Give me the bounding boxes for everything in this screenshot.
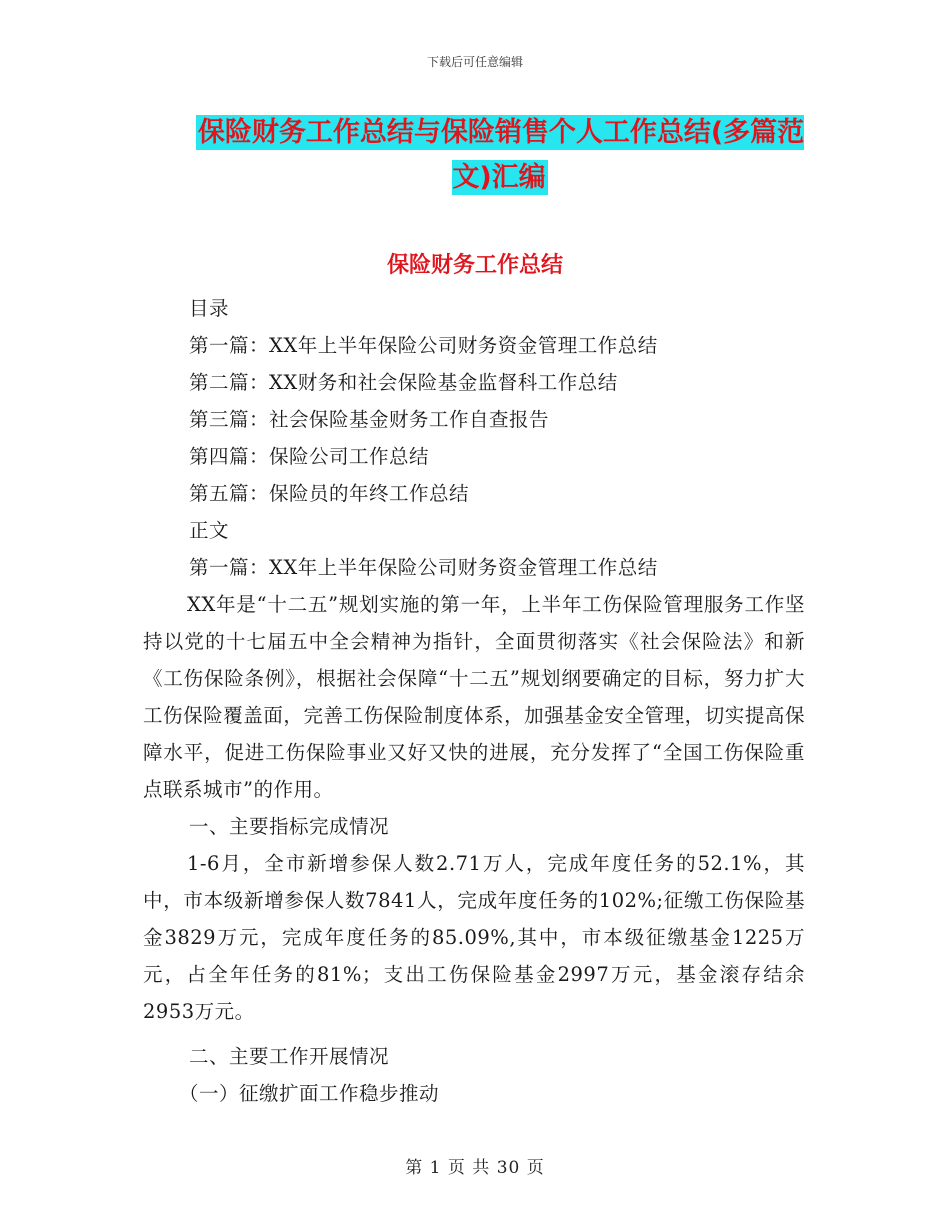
- paragraph-indicators: 1-6月，全市新增参保人数2.71万人，完成年度任务的52.1%，其中，市本级新增参保人数7841人，完成年度任务的102%;征缴工伤保险基金3829万元，完成年度任务的85.09%,其中，市本级征缴基金1225万元，占全年任务的81%；支出工伤保险基金2997万元，基金滚存结余2953万元。: [143, 852, 805, 1023]
- toc-item-3: 第三篇：社会保险基金财务工作自查报告: [189, 408, 550, 431]
- section-title: 保险财务工作总结: [386, 253, 563, 278]
- subheading-indicators: 一、主要指标完成情况: [189, 815, 390, 838]
- toc-item-2: 第二篇：XX财务和社会保险基金监督科工作总结: [189, 371, 618, 394]
- subheading-work: 二、主要工作开展情况: [189, 1045, 390, 1068]
- chapter-title: 第一篇：XX年上半年保险公司财务资金管理工作总结: [189, 556, 658, 579]
- document-body: [143, 290, 805, 1112]
- toc-heading: 目录: [189, 297, 230, 320]
- subheading-collection: （一）征缴扩面工作稳步推动: [179, 1082, 440, 1105]
- document-title-text: 保险财务工作总结与保险销售个人工作总结(多篇范文)汇编: [197, 117, 805, 193]
- paragraph-intro: XX年是“十二五”规划实施的第一年，上半年工伤保险管理服务工作坚持以党的十七届五中全会精神为指针，全面贯彻落实《社会保险法》和新《工伤保险条例》，根据社会保障“十二五”规划纲要确定的目标，努力扩大工伤保险覆盖面，完善工伤保险制度体系，加强基金安全管理，切实提高保障水平，促进工伤保险事业又好又快的进展，充分发挥了“全国工伤保险重点联系城市”的作用。: [143, 593, 805, 801]
- page-number-footer: 第 1 页 共 30 页: [405, 1158, 545, 1178]
- header-note: 下载后可任意编辑: [426, 55, 523, 69]
- toc-item-1: 第一篇：XX年上半年保险公司财务资金管理工作总结: [189, 334, 658, 357]
- body-heading: 正文: [189, 519, 230, 542]
- toc-item-4: 第四篇：保险公司工作总结: [189, 445, 430, 468]
- document-title: [195, 110, 805, 200]
- toc-item-5: 第五篇：保险员的年终工作总结: [189, 482, 470, 505]
